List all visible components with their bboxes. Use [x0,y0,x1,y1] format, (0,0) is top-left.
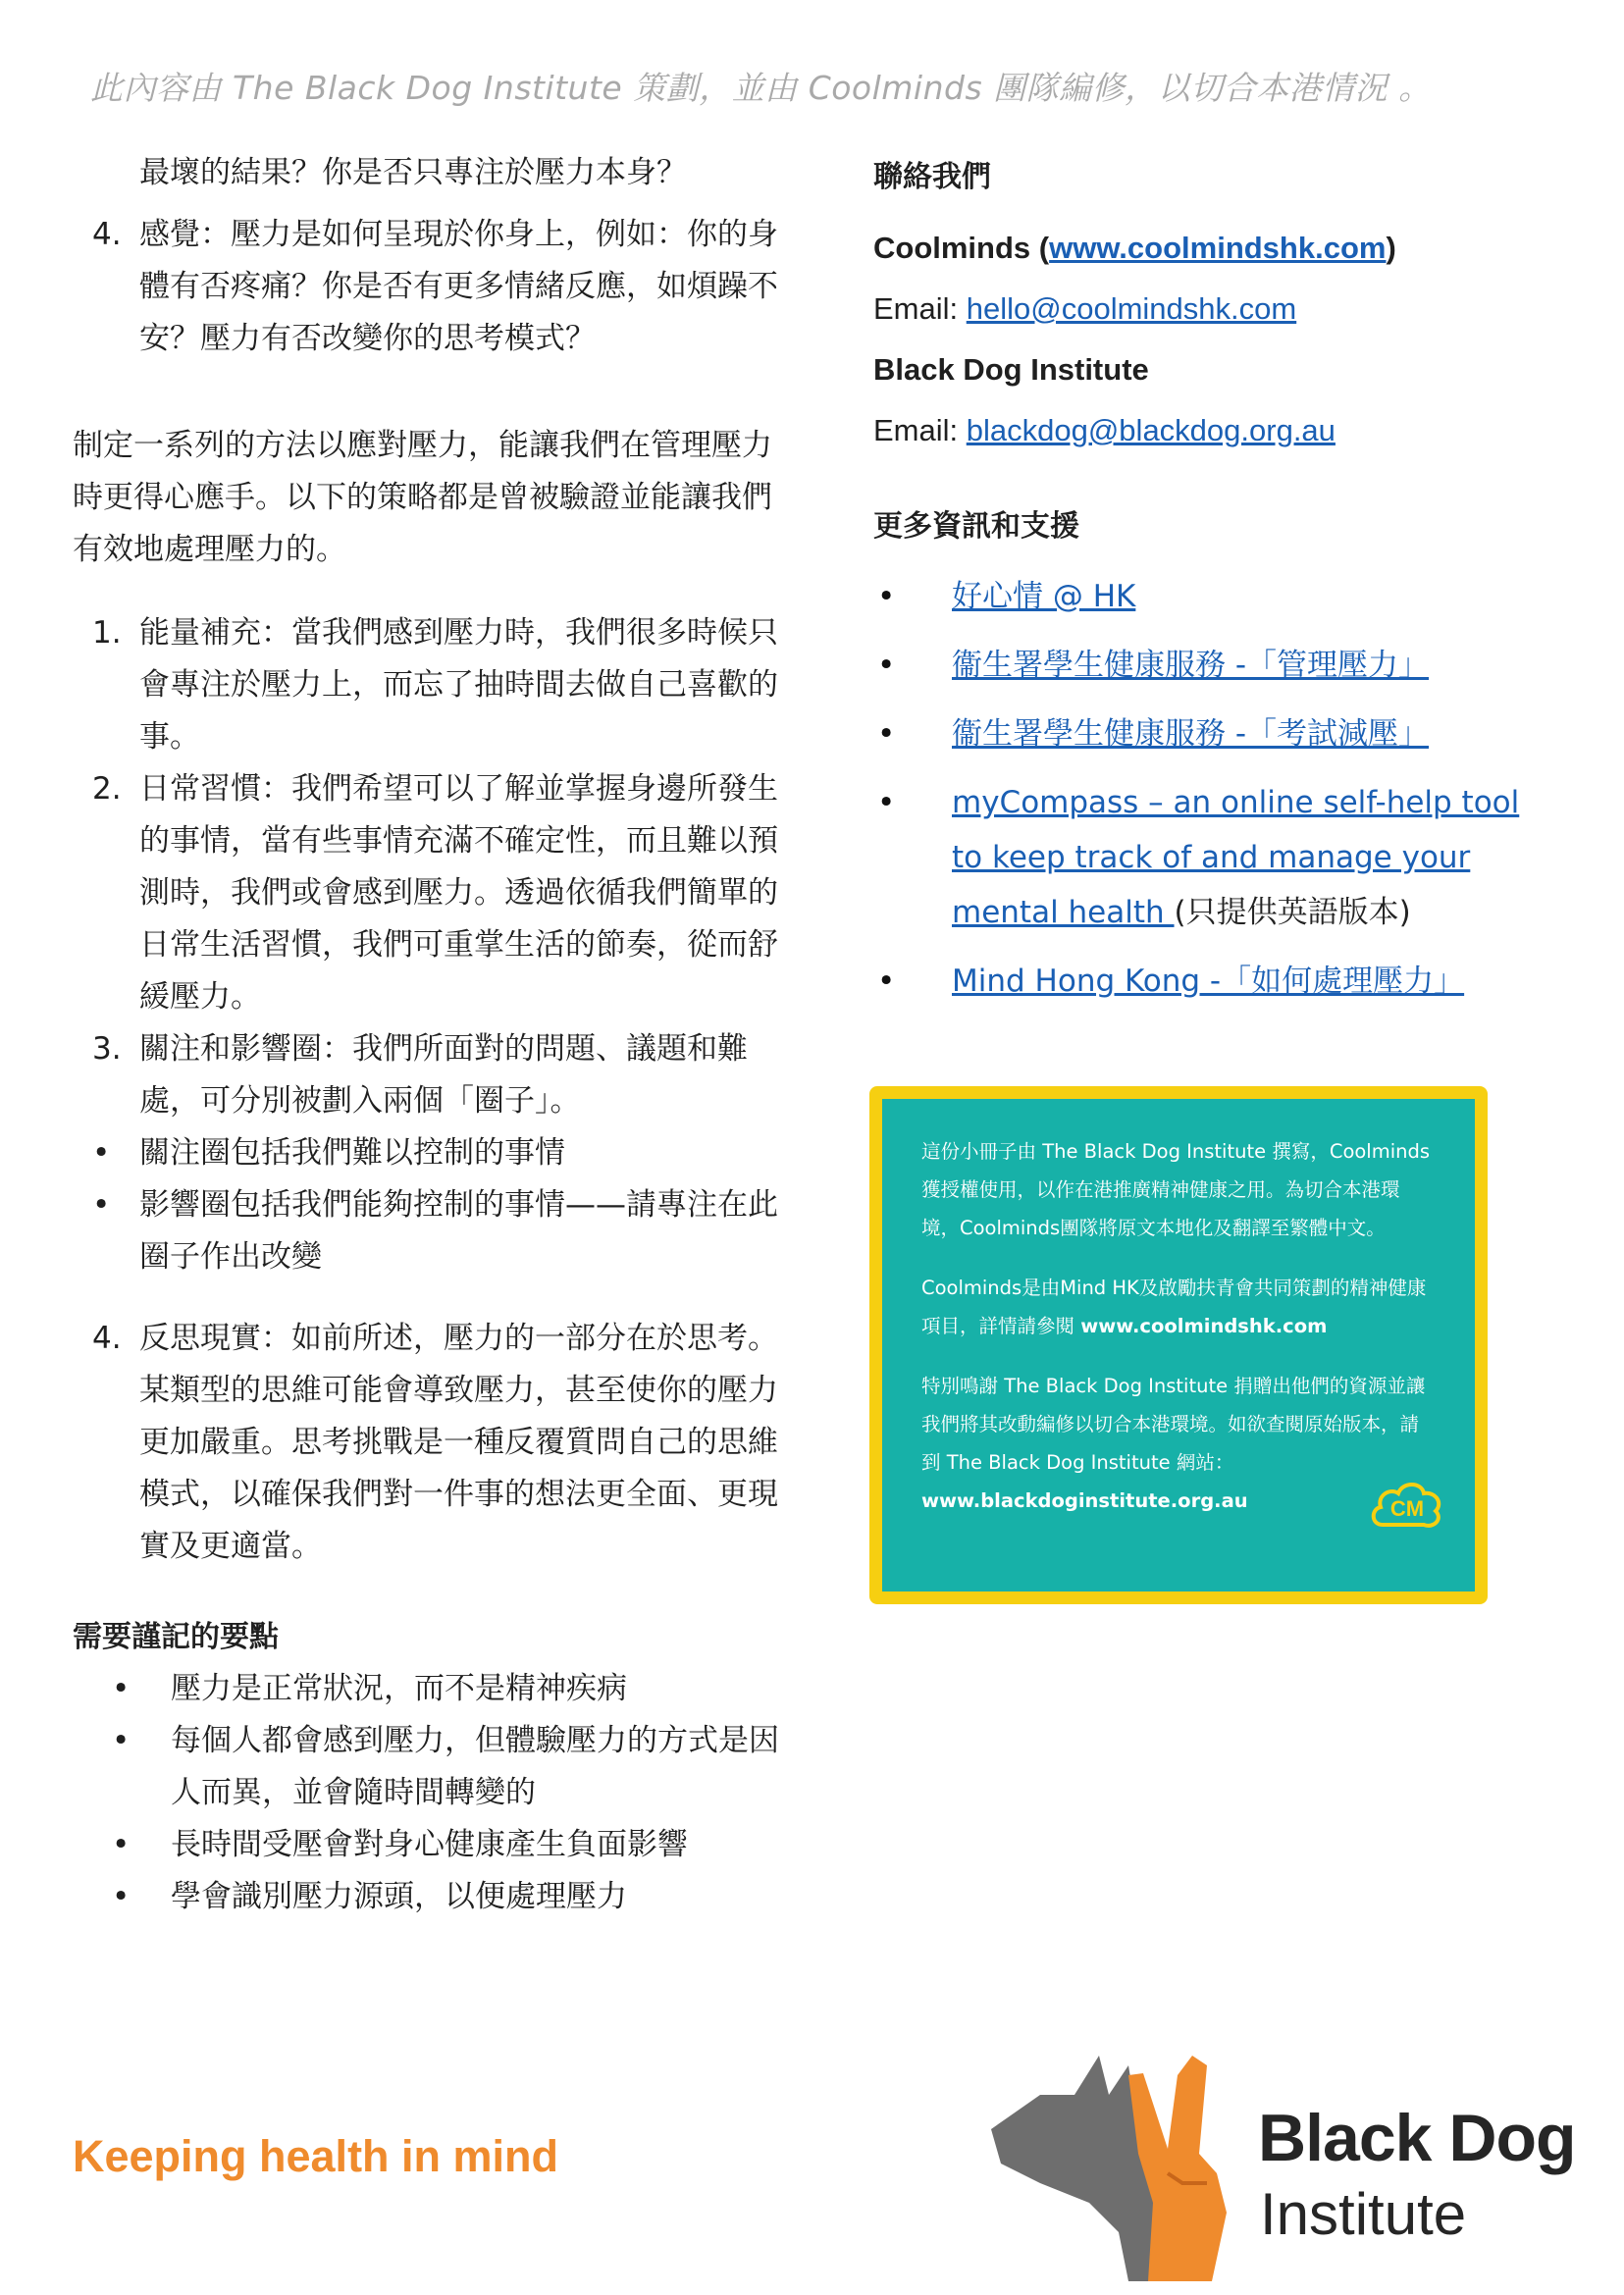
bdi-email-line [873,400,1550,461]
bullet-text: 關注圈包括我們難以控制的事情 [139,1135,565,1171]
bullet-dot: • [877,785,896,820]
logo-title: Black Dog [1258,2101,1576,2175]
header-note: 此內容由 The Black Dog Institute 策劃，並由 Coolminds 團隊編修，以切合本港情況 。 [90,69,1432,107]
coolminds-line [873,218,1550,279]
coolminds-close: ) [1386,231,1396,265]
key-point-text: 每個人都會感到壓力，但體驗壓力的方式是因人而異，並會隨時間轉變的 [171,1723,779,1810]
key-points-list [73,1663,789,1923]
key-point [73,1819,789,1871]
item-4-feelings [73,209,789,365]
continued-line: 最壞的結果？你是否只專注於壓力本身？ [139,155,687,190]
coolminds-badge-icon [1369,1476,1445,1535]
strategy-item-2 [73,763,789,1023]
key-point [73,1871,789,1923]
bullet-dot: • [112,1671,131,1706]
coolminds-url-bold: www.coolmindshk.com [1080,1315,1328,1337]
item-number: 1. [92,615,122,651]
item-number: 3. [92,1031,122,1067]
bdi-email-link[interactable]: blackdog@blackdog.org.au [966,413,1336,447]
info-box-paragraph-1: 這份小冊子由 The Black Dog Institute 撰寫，Coolminds獲授權使用，以作在港推廣精神健康之用。為切合本港環境，Coolminds團隊將原文本地化及翻譯至繁體中文。 [921,1140,1431,1239]
key-points-heading: 需要謹記的要點 [73,1620,279,1654]
item-number: 2. [92,771,122,807]
bdi-name: Black Dog Institute [873,352,1149,387]
intro-paragraph: 制定一系列的方法以應對壓力，能讓我們在管理壓力時更得心應手。以下的策略都是曾被驗證並能讓我們有效地處理壓力的。 [73,428,772,567]
info-box-paragraph-3: 特別鳴謝 The Black Dog Institute 捐贈出他們的資源並讓我們將其改動編修以切合本港環境。如欲查閱原始版本，請到 The Black Dog Institute 網站： www.blackdoginstitute.org.au [921,1375,1426,1512]
footer-slogan: Keeping health in mind [73,2131,559,2181]
resource-note: (只提供英語版本) [1174,895,1411,930]
key-point-text: 學會識別壓力源頭，以便處理壓力 [171,1879,627,1914]
item-text: 關注和影響圈：我們所面對的問題、議題和難處，可分別被劃入兩個「圈子」。 [139,1031,748,1119]
bullet-dot: • [112,1723,131,1758]
coolminds-website-link[interactable]: www.coolmindshk.com [1049,231,1387,265]
bullet-dot: • [112,1827,131,1862]
email-label: Email: [873,291,967,326]
bullet-dot: • [877,579,896,614]
item-text: 日常習慣：我們希望可以了解並掌握身邊所發生的事情，當有些事情充滿不確定性，而且難以預測時，我們或會感到壓力。透過依循我們簡單的日常生活習慣，我們可重掌生活的節奏，從而舒緩壓力。 [139,771,778,1015]
resource-link[interactable]: Mind Hong Kong -「如何處理壓力」 [952,964,1465,999]
bullet-dot: • [112,1879,131,1914]
bdi-url-bold: www.blackdoginstitute.org.au [921,1489,1248,1512]
key-point [73,1663,789,1715]
right-column [873,147,1550,1022]
strategy-item-1 [73,607,789,763]
resource-item[interactable] [873,569,1550,624]
bullet-dot: • [92,1135,111,1171]
bullet-dot: • [92,1187,111,1223]
item-number: 4. [92,1321,122,1356]
resource-item[interactable] [873,638,1550,693]
item-number: 4. [92,217,122,252]
bullet-text: 影響圈包括我們能夠控制的事情——請專注在此圈子作出改變 [139,1187,778,1275]
circle-bullet [73,1179,789,1283]
resource-link[interactable]: myCompass – an online self-help tool to keep track of and manage your mental health [952,785,1520,930]
resource-item[interactable] [873,954,1550,1009]
strategy-item-3 [73,1023,789,1127]
badge-text: CM [1389,1496,1425,1521]
key-point [73,1715,789,1819]
info-box-paragraph-2: Coolminds是由Mind HK及啟勵扶青會共同策劃的精神健康項目，詳情請參閱 www.coolmindshk.com [921,1277,1427,1337]
bullet-dot: • [877,716,896,752]
item-text: 反思現實：如前所述，壓力的一部分在於思考。某類型的思維可能會導致壓力，甚至使你的壓力更加嚴重。思考挑戰是一種反覆質問自己的思維模式，以確保我們對一件事的想法更全面、更現實及更適當。 [139,1321,778,1564]
logo-subtitle: Institute [1260,2181,1467,2247]
coolminds-email-line [873,279,1550,339]
left-column [73,147,789,1923]
coolminds-email-link[interactable]: hello@coolmindshk.com [966,291,1297,326]
bullet-dot: • [877,964,896,999]
key-point-text: 長時間受壓會對身心健康產生負面影響 [171,1827,688,1862]
strategy-list [73,607,789,1573]
strategy-item-4 [73,1313,789,1573]
item-text: 能量補充：當我們感到壓力時，我們很多時候只會專注於壓力上，而忘了抽時間去做自己喜歡的事。 [139,615,778,755]
resource-item[interactable] [873,706,1550,761]
more-info-heading: 更多資訊和支援 [873,509,1079,544]
email-label: Email: [873,413,967,447]
key-point-text: 壓力是正常狀況，而不是精神疾病 [171,1671,627,1706]
info-box [869,1086,1488,1604]
resource-list [873,569,1550,1009]
resource-link[interactable]: 衞生署學生健康服務 -「管理壓力」 [952,648,1430,683]
contact-heading: 聯絡我們 [873,160,991,194]
resource-item[interactable] [873,775,1550,940]
resource-link[interactable]: 好心情 @ HK [952,579,1136,614]
coolminds-name: Coolminds ( [873,231,1050,265]
item-text: 感覺：壓力是如何呈現於你身上，例如：你的身體有否疼痛？你是否有更多情緒反應，如煩躁不安？壓力有否改變你的思考模式？ [139,217,778,356]
resource-link[interactable]: 衞生署學生健康服務 -「考試減壓」 [952,716,1430,752]
bullet-dot: • [877,648,896,683]
circle-bullet [73,1127,789,1179]
